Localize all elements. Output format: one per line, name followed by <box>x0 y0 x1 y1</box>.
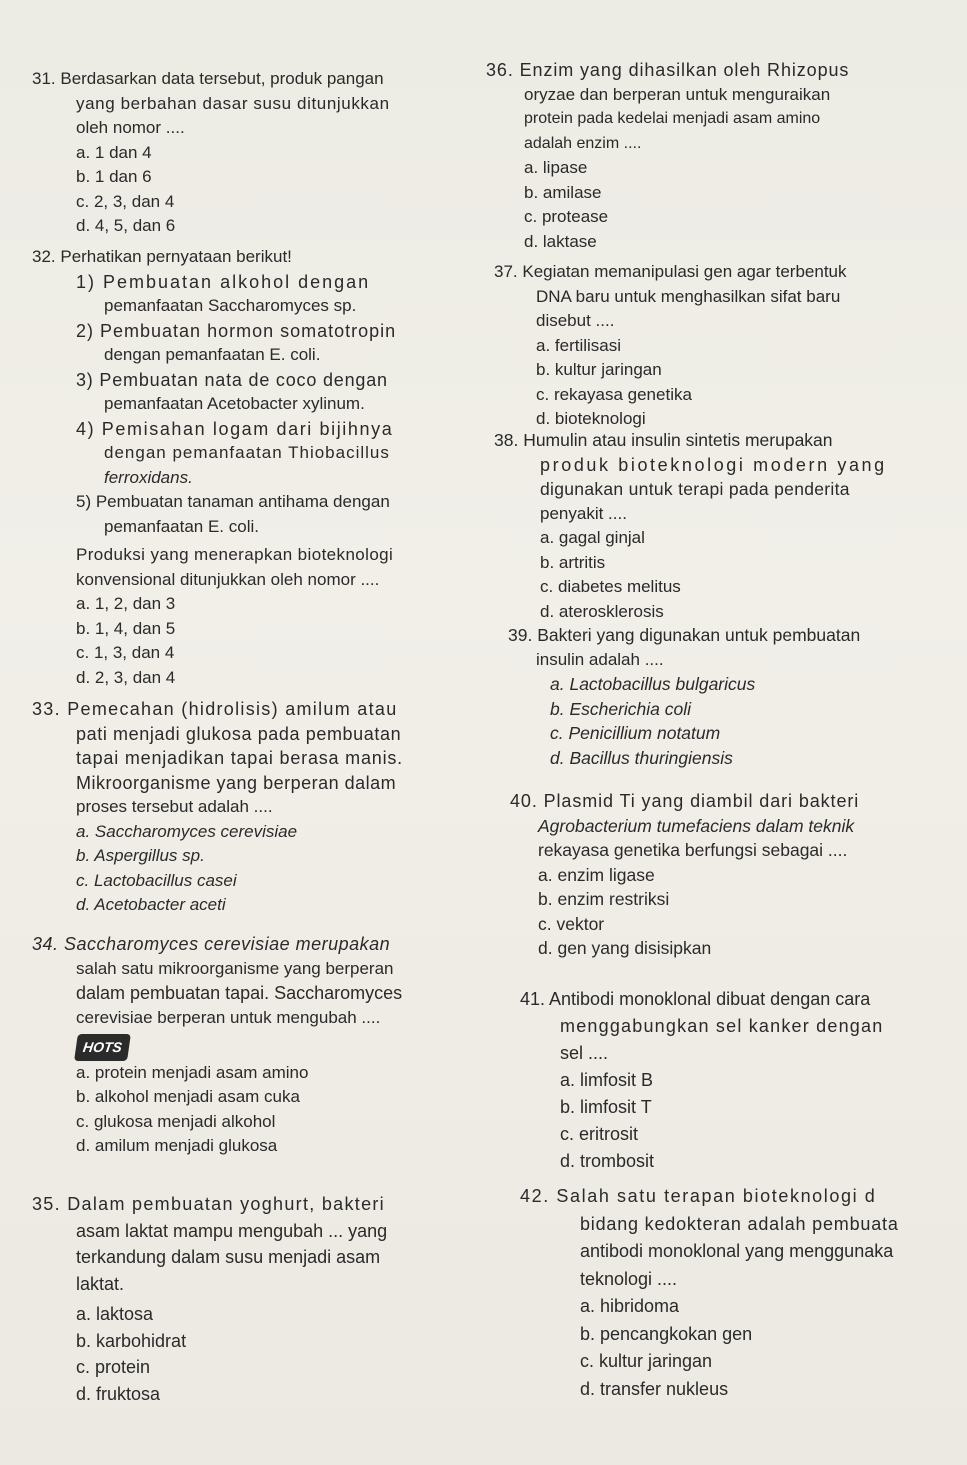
statement-2: 2) Pembuatan hormon somatotropin <box>76 320 397 341</box>
statement-1-cont: pemanfaatan Saccharomyces sp. <box>104 296 357 315</box>
question-38-option-c[interactable]: c. diabetes melitus <box>540 577 681 596</box>
question-35-option-d[interactable]: d. fruktosa <box>76 1383 161 1404</box>
question-34-option-d[interactable]: d. amilum menjadi glukosa <box>76 1136 278 1155</box>
question-38-line: 38. Humulin atau insulin sintetis merupakan <box>494 430 833 450</box>
question-42-option-c[interactable]: c. kultur jaringan <box>580 1351 713 1371</box>
question-35 <box>32 1191 387 1407</box>
question-32-option-a[interactable]: a. 1, 2, dan 3 <box>76 594 176 613</box>
question-31-option-a[interactable]: a. 1 dan 4 <box>76 142 152 162</box>
question-37-option-c[interactable]: c. rekayasa genetika <box>536 384 692 404</box>
question-42-line: antibodi monoklonal yang menggunaka <box>580 1241 894 1261</box>
question-35-option-b[interactable]: b. karbohidrat <box>76 1330 187 1351</box>
statement-2-cont: dengan pemanfaatan E. coli. <box>104 345 321 364</box>
question-33 <box>32 697 403 918</box>
question-36-option-b[interactable]: b. amilase <box>524 182 602 202</box>
question-36-line: 36. Enzim yang dihasilkan oleh Rhizopus <box>486 60 850 80</box>
question-40-line: Agrobacterium tumefaciens dalam teknik <box>538 815 855 836</box>
question-31-line: yang berbahan dasar susu ditunjukkan <box>76 93 390 113</box>
question-42-line: 42. Salah satu terapan bioteknologi d <box>520 1186 877 1206</box>
question-32-option-c[interactable]: c. 1, 3, dan 4 <box>76 643 175 662</box>
question-31 <box>32 67 390 239</box>
question-39-line: insulin adalah .... <box>536 649 664 669</box>
question-37 <box>494 260 847 432</box>
statement-1: 1) Pembuatan alkohol dengan <box>76 271 371 292</box>
statement-4: 4) Pemisahan logam dari bijihnya <box>76 418 394 439</box>
question-31-option-d[interactable]: d. 4, 5, dan 6 <box>76 216 176 235</box>
question-36-line: oryzae dan berperan untuk menguraikan <box>524 84 831 104</box>
question-33-line: 33. Pemecahan (hidrolisis) amilum atau <box>32 699 398 719</box>
question-33-option-d[interactable]: d. Acetobacter aceti <box>76 895 226 914</box>
question-42-option-b[interactable]: b. pencangkokan gen <box>580 1323 753 1344</box>
question-36-option-c[interactable]: c. protease <box>524 207 609 226</box>
question-31-option-c[interactable]: c. 2, 3, dan 4 <box>76 191 175 211</box>
question-36 <box>486 58 849 254</box>
statement-5-cont: pemanfaatan E. coli. <box>104 516 259 536</box>
question-38-option-a[interactable]: a. gagal ginjal <box>540 528 645 547</box>
question-33-option-b[interactable]: b. Aspergillus sp. <box>76 846 205 865</box>
statement-3-cont: pemanfaatan Acetobacter xylinum. <box>104 394 365 413</box>
question-37-line: 37. Kegiatan memanipulasi gen agar terbentuk <box>494 262 847 281</box>
question-31-line: 31. Berdasarkan data tersebut, produk pangan <box>32 69 384 88</box>
question-40-option-b[interactable]: b. enzim restriksi <box>538 889 670 909</box>
question-32-title: 32. Perhatikan pernyataan berikut! <box>32 247 292 266</box>
question-38-option-d[interactable]: d. aterosklerosis <box>540 601 664 621</box>
question-35-line: laktat. <box>76 1273 125 1294</box>
question-34 <box>32 932 402 1159</box>
question-33-line: proses tersebut adalah .... <box>76 797 273 816</box>
question-41-line: 41. Antibodi monoklonal dibuat dengan cara <box>520 989 871 1009</box>
question-40-line: 40. Plasmid Ti yang diambil dari bakteri <box>510 791 860 811</box>
question-42-line: teknologi .... <box>580 1268 678 1289</box>
question-42-option-a[interactable]: a. hibridoma <box>580 1296 680 1316</box>
question-42-line: bidang kedokteran adalah pembuata <box>580 1213 899 1234</box>
question-39-option-c[interactable]: c. Penicillium notatum <box>550 723 721 743</box>
question-34-line: cerevisiae berperan untuk mengubah .... <box>76 1007 381 1027</box>
question-41-option-d[interactable]: d. trombosit <box>560 1151 655 1171</box>
question-38 <box>494 428 887 624</box>
question-36-option-d[interactable]: d. laktase <box>524 231 597 251</box>
question-36-option-a[interactable]: a. lipase <box>524 158 588 177</box>
question-39-option-d[interactable]: d. Bacillus thuringiensis <box>550 747 733 768</box>
question-41 <box>520 986 883 1175</box>
question-35-line: terkandung dalam susu menjadi asam <box>76 1247 381 1267</box>
question-39 <box>508 623 860 770</box>
question-31-option-b[interactable]: b. 1 dan 6 <box>76 167 152 186</box>
question-34-option-b[interactable]: b. alkohol menjadi asam cuka <box>76 1087 300 1106</box>
question-37-line: disebut .... <box>536 311 615 330</box>
question-38-line: digunakan untuk terapi pada penderita <box>540 479 850 499</box>
question-32-stem: Produksi yang menerapkan bioteknologi <box>76 545 394 564</box>
statement-5: 5) Pembuatan tanaman antihama dengan <box>76 492 390 511</box>
question-40-option-a[interactable]: a. enzim ligase <box>538 864 655 885</box>
question-32-option-b[interactable]: b. 1, 4, dan 5 <box>76 618 176 638</box>
question-38-line: produk bioteknologi modern yang <box>540 454 887 475</box>
question-35-option-a[interactable]: a. laktosa <box>76 1304 154 1324</box>
question-34-option-c[interactable]: c. glukosa menjadi alkohol <box>76 1111 276 1131</box>
question-37-option-b[interactable]: b. kultur jaringan <box>536 360 662 379</box>
question-41-option-a[interactable]: a. limfosit B <box>560 1070 654 1090</box>
question-35-line: asam laktat mampu mengubah ... yang <box>76 1220 388 1241</box>
question-32 <box>32 245 396 690</box>
question-41-line: menggabungkan sel kanker dengan <box>560 1016 884 1036</box>
question-31-line: oleh nomor .... <box>76 118 185 137</box>
question-37-option-a[interactable]: a. fertilisasi <box>536 335 622 355</box>
question-40-option-c[interactable]: c. vektor <box>538 913 605 934</box>
question-34-option-a[interactable]: a. protein menjadi asam amino <box>76 1062 309 1082</box>
hots-badge: HOTS <box>74 1034 131 1061</box>
question-34-line: 34. Saccharomyces cerevisiae merupakan <box>32 934 391 954</box>
question-34-line: salah satu mikroorganisme yang berperan <box>76 958 394 978</box>
question-42-option-d[interactable]: d. transfer nukleus <box>580 1378 729 1399</box>
question-35-line: 35. Dalam pembuatan yoghurt, bakteri <box>32 1194 385 1214</box>
question-38-option-b[interactable]: b. artritis <box>540 552 606 572</box>
question-32-stem: konvensional ditunjukkan oleh nomor .... <box>76 569 380 589</box>
question-41-option-c[interactable]: c. eritrosit <box>560 1124 639 1144</box>
question-38-line: penyakit .... <box>540 503 627 523</box>
question-37-option-d[interactable]: d. bioteknologi <box>536 409 646 428</box>
question-40 <box>510 789 859 961</box>
question-40-option-d[interactable]: d. gen yang disisipkan <box>538 938 712 958</box>
statement-3: 3) Pembuatan nata de coco dengan <box>76 369 388 390</box>
question-39-option-b[interactable]: b. Escherichia coli <box>550 698 692 719</box>
question-41-option-b[interactable]: b. limfosit T <box>560 1097 652 1117</box>
statement-4-cont: dengan pemanfaatan Thiobacillus <box>104 443 390 462</box>
statement-4-cont: ferroxidans. <box>104 467 193 487</box>
question-41-line: sel .... <box>560 1043 609 1063</box>
question-33-line: Mikroorganisme yang berperan dalam <box>76 772 397 793</box>
question-36-line: adalah enzim .... <box>524 134 642 152</box>
question-35-option-c[interactable]: c. protein <box>76 1357 151 1377</box>
question-33-line: tapai menjadikan tapai berasa manis. <box>76 748 403 768</box>
question-39-line: 39. Bakteri yang digunakan untuk pembuatan <box>508 625 861 645</box>
question-33-option-a[interactable]: a. Saccharomyces cerevisiae <box>76 821 298 841</box>
question-42 <box>520 1183 899 1403</box>
question-37-line: DNA baru untuk menghasilkan sifat baru <box>536 286 841 306</box>
question-40-line: rekayasa genetika berfungsi sebagai .... <box>538 840 848 860</box>
question-33-line: pati menjadi glukosa pada pembuatan <box>76 723 402 744</box>
question-32-option-d[interactable]: d. 2, 3, dan 4 <box>76 667 176 687</box>
question-36-line: protein pada kedelai menjadi asam amino <box>524 110 821 127</box>
question-39-option-a[interactable]: a. Lactobacillus bulgaricus <box>550 674 756 694</box>
question-34-line: dalam pembuatan tapai. Saccharomyces <box>76 983 403 1003</box>
question-33-option-c[interactable]: c. Lactobacillus casei <box>76 870 237 890</box>
